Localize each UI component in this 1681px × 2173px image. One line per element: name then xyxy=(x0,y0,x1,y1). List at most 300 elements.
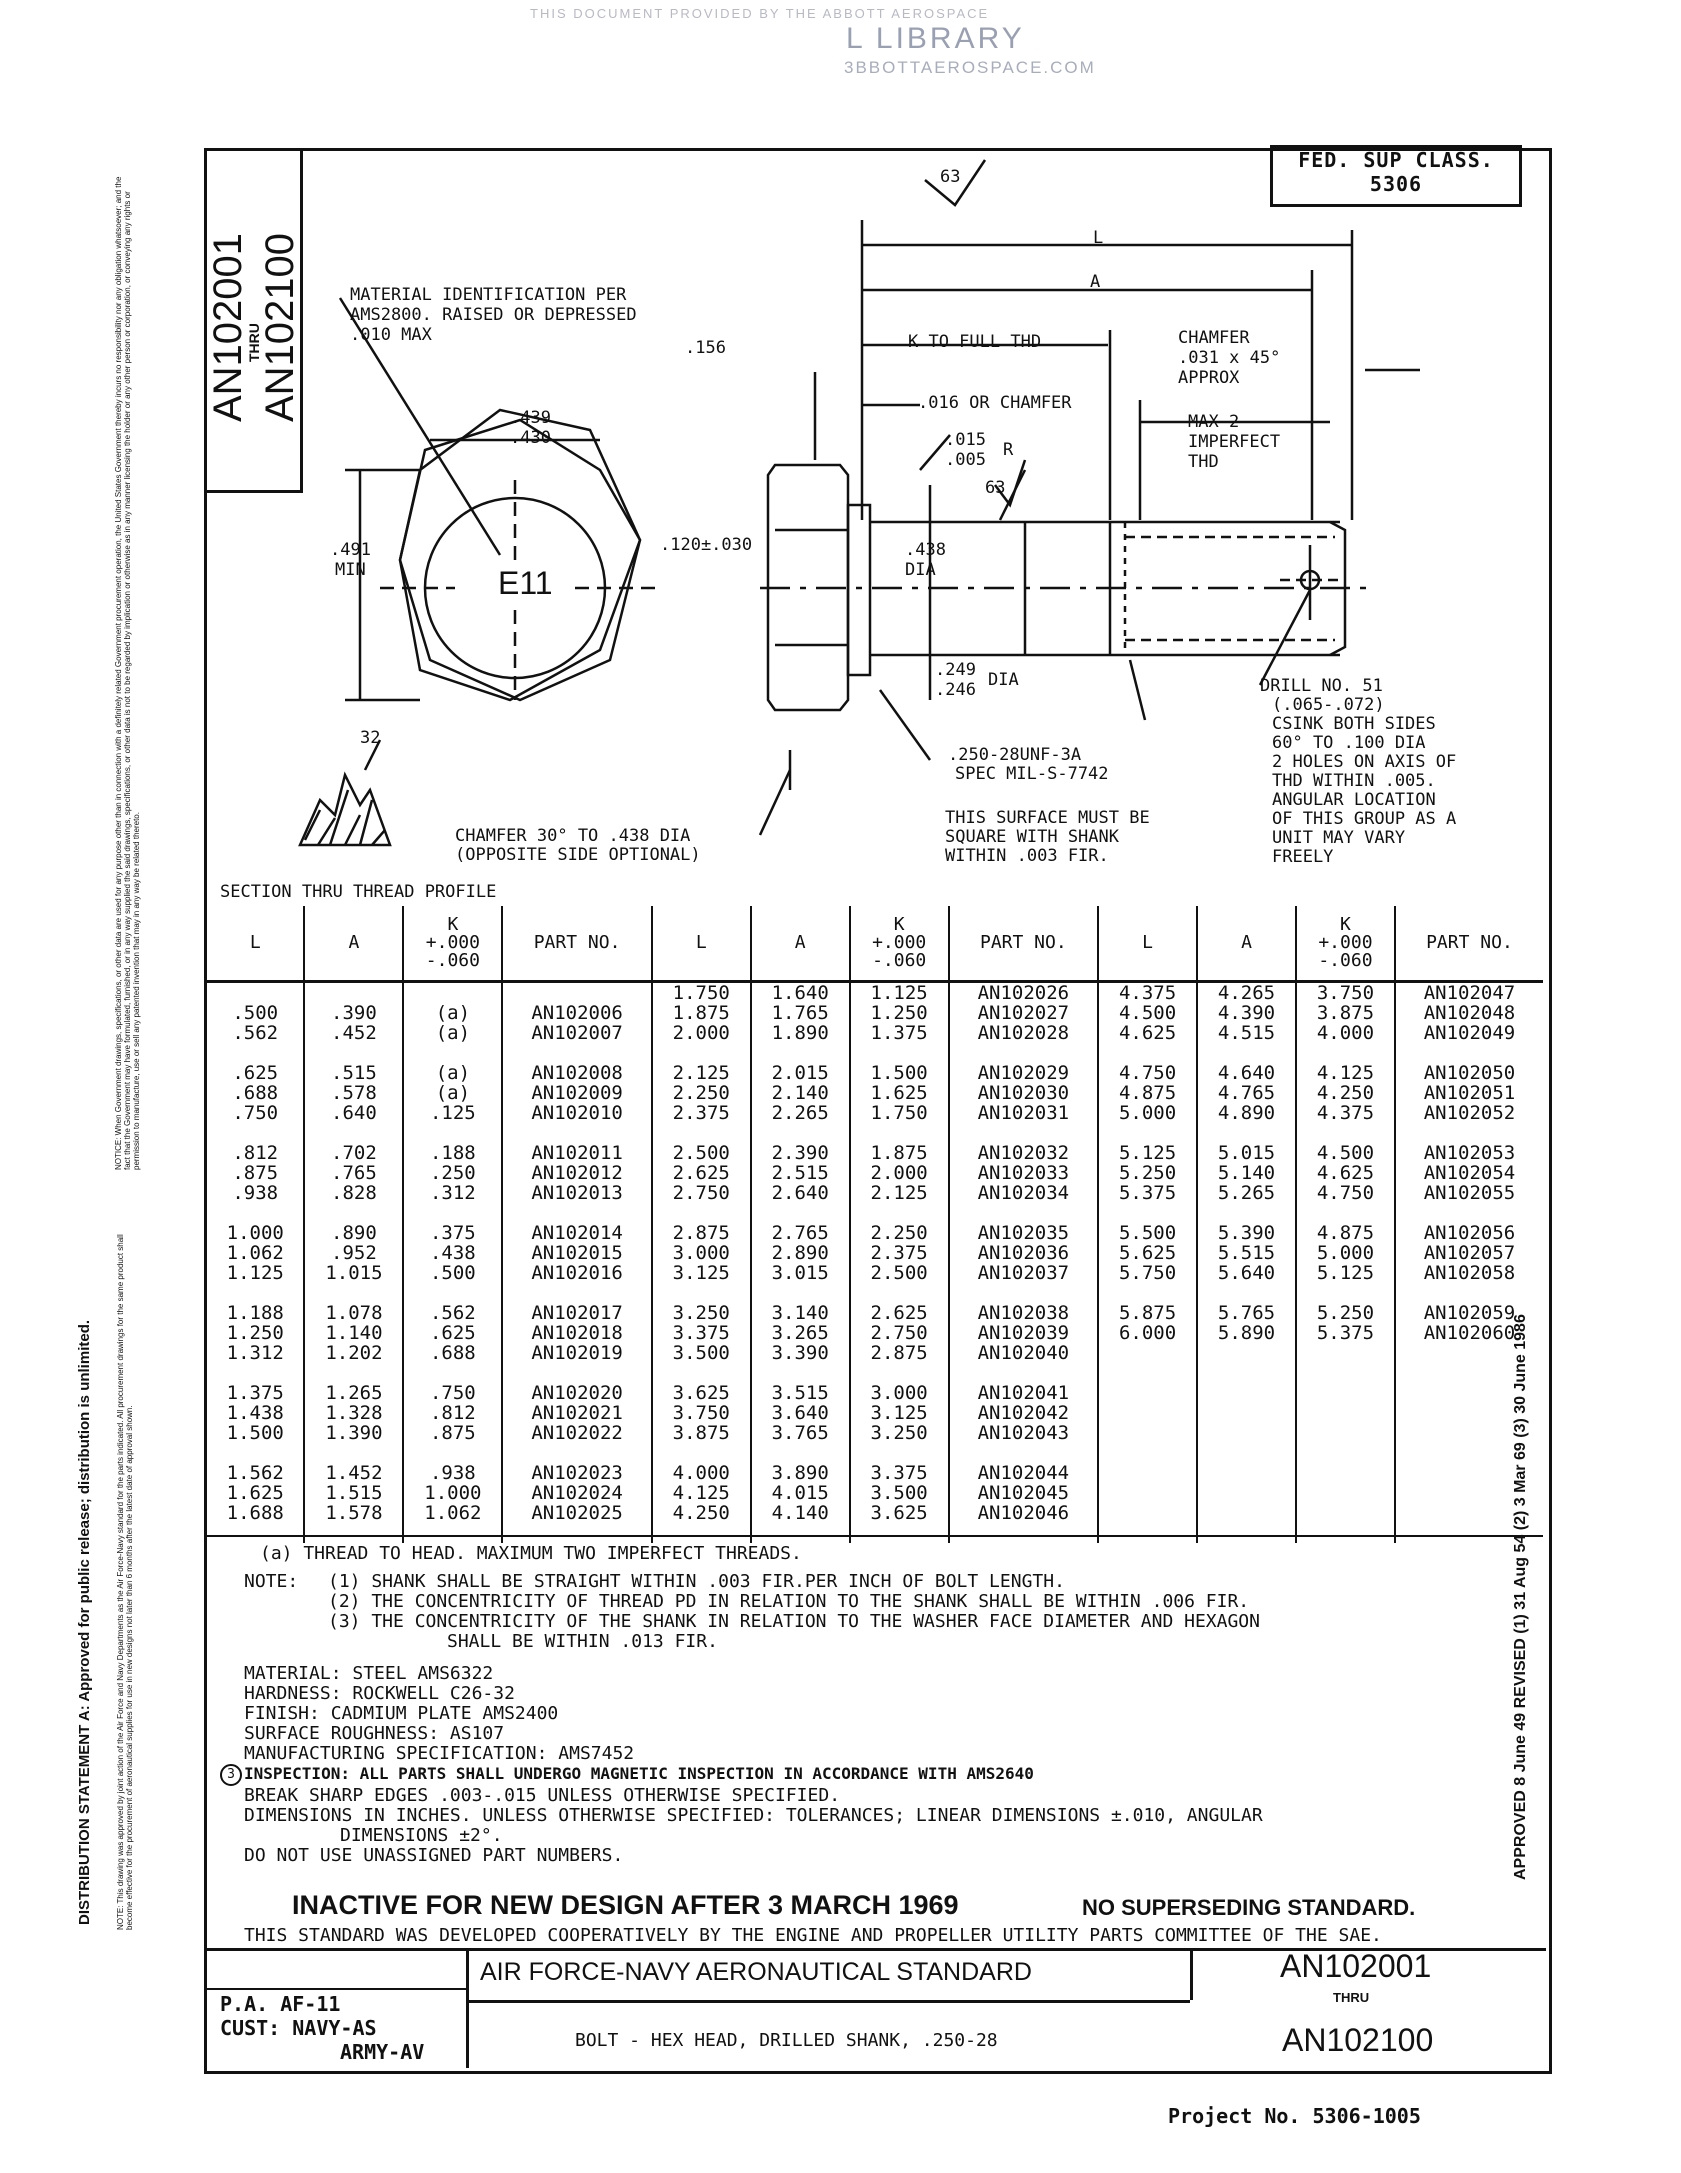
cell-value: AN102013 xyxy=(531,1182,623,1204)
table-cell xyxy=(1197,1143,1296,1223)
chamfer-note-3: APPROX xyxy=(1178,368,1240,388)
dim-249-dia: DIA xyxy=(988,670,1019,690)
cell-value xyxy=(1103,1463,1192,1483)
drill-note-9: UNIT MAY VARY xyxy=(1272,828,1406,848)
chamfer-30-note-2: (OPPOSITE SIDE OPTIONAL) xyxy=(455,845,701,865)
cell-value: 3.640 xyxy=(771,1402,829,1424)
table-cell xyxy=(1197,1303,1296,1383)
k-to-full-thread: K TO FULL THD xyxy=(908,332,1042,352)
cell-value xyxy=(507,983,646,1003)
finish-63-a: 63 xyxy=(940,167,961,187)
approval-note-text: NOTE: This drawing was approved by joint action of the Air Force and Navy Departments as the Air Force-Navy standard for the parts indicated. All procurement drawings for the same product shall become effective for the procurement of aeronautical supplies for use in new designs not later than 6 months after the latest date of approval shown. xyxy=(116,1234,134,1930)
cell-value: .938 xyxy=(232,1182,279,1204)
cell-value: 3.140 xyxy=(771,1302,829,1324)
cell-value: 1.202 xyxy=(325,1342,383,1364)
table-row xyxy=(207,1063,1543,1143)
cell-value: AN102011 xyxy=(531,1142,623,1164)
cell-value: 1.375 xyxy=(870,1022,928,1044)
cell-value: .765 xyxy=(331,1162,377,1184)
cell-value: .312 xyxy=(429,1182,476,1204)
cell-value: 1.500 xyxy=(226,1422,284,1444)
table-cell xyxy=(1098,1063,1197,1143)
cell-value: 4.140 xyxy=(771,1502,829,1524)
dimensions-note: DIMENSIONS IN INCHES. UNLESS OTHERWISE SPECIFIED: TOLERANCES; LINEAR DIMENSIONS ±.010, ANGULAR xyxy=(244,1805,1263,1826)
cell-value: 1.625 xyxy=(226,1482,284,1504)
table-cell xyxy=(403,982,502,1064)
material-id-label-3: .010 MAX xyxy=(350,325,432,345)
cell-value: .390 xyxy=(331,1002,377,1024)
cell-value: (a) xyxy=(435,1022,471,1044)
table-header-cell: K +.000 -.060 xyxy=(1296,906,1395,982)
cell-value: 3.125 xyxy=(870,1402,928,1424)
table-cell xyxy=(949,1463,1098,1543)
cell-value: AN102040 xyxy=(977,1342,1070,1364)
section-label: SECTION THRU THREAD PROFILE xyxy=(220,882,497,902)
table-cell xyxy=(1197,982,1296,1064)
cell-value: 4.015 xyxy=(771,1482,829,1504)
table-cell xyxy=(1197,1063,1296,1143)
cell-value: 5.765 xyxy=(1217,1302,1276,1324)
cell-value: AN102053 xyxy=(1423,1142,1516,1164)
title-block-divider-1 xyxy=(466,1948,469,2068)
chamfer-30-note: CHAMFER 30° TO .438 DIA xyxy=(455,826,691,846)
roughness-spec: SURFACE ROUGHNESS: AS107 xyxy=(244,1723,505,1744)
cell-value: 2.500 xyxy=(870,1262,928,1284)
cell-value: 5.125 xyxy=(1316,1262,1375,1284)
cell-value xyxy=(1103,1383,1192,1403)
cell-value: 4.765 xyxy=(1217,1082,1276,1104)
table-cell xyxy=(207,982,304,1064)
table-cell xyxy=(403,1063,502,1143)
cell-value xyxy=(1202,1463,1291,1483)
table-cell xyxy=(304,1303,403,1383)
provider-line: THIS DOCUMENT PROVIDED BY THE ABBOTT AEROSPACE xyxy=(530,6,990,21)
table-cell xyxy=(1197,1463,1296,1543)
cell-value: 5.875 xyxy=(1118,1302,1177,1324)
cell-value: AN102033 xyxy=(977,1162,1070,1184)
dim-439: .439 xyxy=(510,408,551,428)
cell-value: 2.375 xyxy=(870,1242,928,1264)
cell-value: AN102021 xyxy=(531,1402,623,1424)
cell-value: AN102022 xyxy=(531,1422,623,1444)
cell-value: 2.125 xyxy=(870,1182,928,1204)
cell-value: .438 xyxy=(429,1242,476,1264)
table-cell xyxy=(850,1463,949,1543)
note-label: NOTE: xyxy=(244,1571,299,1592)
cell-value: 1.625 xyxy=(870,1082,928,1104)
table-cell xyxy=(850,1303,949,1383)
surface-note-1: THIS SURFACE MUST BE xyxy=(945,808,1150,828)
cell-value: 4.265 xyxy=(1217,982,1276,1004)
cell-value: AN102037 xyxy=(977,1262,1070,1284)
drill-note-8: OF THIS GROUP AS A xyxy=(1272,809,1457,829)
table-cell xyxy=(502,1063,651,1143)
cell-value: 2.750 xyxy=(870,1322,928,1344)
cell-value: 5.750 xyxy=(1118,1262,1177,1284)
cell-value: 4.875 xyxy=(1316,1222,1375,1244)
cell-value: .625 xyxy=(232,1062,279,1084)
cell-value: .125 xyxy=(429,1102,476,1124)
cell-value xyxy=(1301,1423,1390,1443)
title-block-divider-2 xyxy=(1190,1948,1193,2000)
standard-number-top: AN102001 xyxy=(1280,1948,1432,1984)
cell-value: 4.515 xyxy=(1217,1022,1276,1044)
drill-note-10: FREELY xyxy=(1272,847,1334,867)
cell-value: 2.500 xyxy=(672,1142,730,1164)
dim-491: .491 xyxy=(330,540,371,560)
cell-value: 3.500 xyxy=(672,1342,730,1364)
cell-value: 2.250 xyxy=(672,1082,730,1104)
side-title-thru: THRU xyxy=(246,323,262,362)
thread-spec-1: .250-28UNF-3A xyxy=(948,745,1082,765)
break-edges-note: BREAK SHARP EDGES .003-.015 UNLESS OTHERWISE SPECIFIED. xyxy=(244,1785,841,1806)
table-cell xyxy=(1296,1143,1395,1223)
cell-value: 2.875 xyxy=(672,1222,730,1244)
note-3-cont: SHALL BE WITHIN .013 FIR. xyxy=(447,1631,718,1652)
cell-value: AN102018 xyxy=(531,1322,623,1344)
material-spec: MATERIAL: STEEL AMS6322 xyxy=(244,1663,494,1684)
table-cell xyxy=(850,1063,949,1143)
table-cell xyxy=(1098,982,1197,1064)
table-cell xyxy=(1296,1223,1395,1303)
table-cell xyxy=(207,1223,304,1303)
cell-value: 4.390 xyxy=(1217,1002,1276,1024)
cell-value: 1.188 xyxy=(226,1302,284,1324)
cell-value: 5.625 xyxy=(1118,1242,1177,1264)
title-block-divider-3 xyxy=(466,2000,1190,2003)
table-cell xyxy=(652,1463,751,1543)
cell-value: 4.750 xyxy=(1316,1182,1375,1204)
cell-value: AN102051 xyxy=(1423,1082,1516,1104)
drill-note-3: CSINK BOTH SIDES xyxy=(1272,714,1436,734)
cell-value: AN102008 xyxy=(531,1062,623,1084)
cell-value: 1.562 xyxy=(226,1462,284,1484)
cell-value: 3.000 xyxy=(672,1242,730,1264)
developed-note: THIS STANDARD WAS DEVELOPED COOPERATIVELY BY THE ENGINE AND PROPELLER UTILITY PARTS COMMITTEE OF THE SAE. xyxy=(244,1925,1382,1946)
cell-value xyxy=(1301,1463,1390,1483)
cell-value xyxy=(1301,1483,1390,1503)
table-header-cell: K +.000 -.060 xyxy=(403,906,502,982)
cell-value: AN102029 xyxy=(977,1062,1070,1084)
cell-value: 5.375 xyxy=(1316,1322,1375,1344)
cell-value: AN102026 xyxy=(977,982,1070,1004)
cell-value: .500 xyxy=(429,1262,476,1284)
table-bottom-rule xyxy=(207,1535,1543,1537)
imperfect-thread-3: THD xyxy=(1188,452,1219,472)
cell-value: 4.875 xyxy=(1118,1082,1177,1104)
drill-note-6: THD WITHIN .005. xyxy=(1272,771,1436,791)
cell-value: 5.515 xyxy=(1217,1242,1276,1264)
note-2: (2) THE CONCENTRICITY OF THREAD PD IN RELATION TO THE SHANK SHALL BE WITHIN .006 FIR. xyxy=(328,1591,1250,1612)
side-title-top: AN102001 xyxy=(206,232,250,422)
table-cell xyxy=(304,1383,403,1463)
table-cell xyxy=(304,1463,403,1543)
library-title: L LIBRARY xyxy=(846,22,1025,55)
cell-value: 1.375 xyxy=(226,1382,284,1404)
cell-value: 5.000 xyxy=(1118,1102,1177,1124)
preparing-activity: P.A. AF-11 xyxy=(220,1992,341,2016)
cell-value: 1.062 xyxy=(424,1502,482,1524)
cell-value: AN102015 xyxy=(531,1242,623,1264)
dim-438-dia: DIA xyxy=(905,560,936,580)
thread-spec-2: SPEC MIL-S-7742 xyxy=(955,764,1109,784)
cell-value: AN102060 xyxy=(1423,1322,1516,1344)
cell-value: 4.125 xyxy=(1316,1062,1375,1084)
cell-value: 2.125 xyxy=(672,1062,730,1084)
cell-value: AN102016 xyxy=(531,1262,623,1284)
material-id-label: MATERIAL IDENTIFICATION PER xyxy=(350,285,627,305)
cell-value: 3.375 xyxy=(870,1462,928,1484)
fed-sup-class-label: FED. SUP CLASS. xyxy=(1298,148,1494,172)
project-number: Project No. 5306-1005 xyxy=(1168,2104,1421,2128)
cell-value: AN102039 xyxy=(977,1322,1070,1344)
inactive-notice: INACTIVE FOR NEW DESIGN AFTER 3 MARCH 1969 xyxy=(292,1890,959,1920)
table-header-cell: PART NO. xyxy=(502,906,651,982)
cell-value: AN102024 xyxy=(531,1482,623,1504)
site-url: 3BBOTTAEROSPACE.COM xyxy=(844,58,1096,77)
cell-value: 2.750 xyxy=(672,1182,730,1204)
cell-value: 2.250 xyxy=(870,1222,928,1244)
no-superseding-notice: NO SUPERSEDING STANDARD. xyxy=(1082,1895,1416,1920)
table-header-cell: A xyxy=(304,906,403,982)
cell-value: 1.000 xyxy=(424,1482,482,1504)
cell-value: 2.390 xyxy=(771,1142,829,1164)
cell-value: 3.250 xyxy=(870,1422,928,1444)
table-cell xyxy=(207,1143,304,1223)
cell-value: 5.375 xyxy=(1118,1182,1177,1204)
cell-value: AN102050 xyxy=(1423,1062,1516,1084)
table-cell xyxy=(403,1303,502,1383)
cell-value: 4.375 xyxy=(1118,982,1177,1004)
table-cell xyxy=(1296,982,1395,1064)
chamfer-note-2: .031 x 45° xyxy=(1178,348,1281,368)
cell-value: AN102009 xyxy=(531,1082,623,1104)
dim-156: .156 xyxy=(685,338,726,358)
cell-value: 3.625 xyxy=(870,1502,928,1524)
surface-note-3: WITHIN .003 FIR. xyxy=(945,846,1109,866)
cell-value: 4.250 xyxy=(1316,1082,1375,1104)
note-1: (1) SHANK SHALL BE STRAIGHT WITHIN .003 FIR.PER INCH OF BOLT LENGTH. xyxy=(328,1571,1065,1592)
approval-history: APPROVED 8 June 49 REVISED (1) 31 Aug 54 (2) 3 Mar 69 (3) 30 June 1986 xyxy=(1512,1314,1529,1880)
inspection-note: INSPECTION: ALL PARTS SHALL UNDERGO MAGNETIC INSPECTION IN ACCORDANCE WITH AMS2640 xyxy=(244,1764,1034,1783)
unassigned-note: DO NOT USE UNASSIGNED PART NUMBERS. xyxy=(244,1845,624,1866)
cell-value: 3.000 xyxy=(870,1382,928,1404)
cell-value xyxy=(1202,1503,1291,1523)
cell-value xyxy=(1103,1483,1192,1503)
cell-value: AN102052 xyxy=(1423,1102,1516,1124)
cell-value xyxy=(1202,1403,1291,1423)
cell-value: 3.250 xyxy=(672,1302,730,1324)
hardness-spec: HARDNESS: ROCKWELL C26-32 xyxy=(244,1683,515,1704)
cell-value: 1.078 xyxy=(325,1302,383,1324)
table-cell xyxy=(502,1223,651,1303)
cell-value: .688 xyxy=(232,1082,279,1104)
cell-value: AN102035 xyxy=(977,1222,1070,1244)
table-cell xyxy=(1296,1303,1395,1383)
table-cell xyxy=(652,1063,751,1143)
cell-value: 1.062 xyxy=(226,1242,284,1264)
cell-value: .812 xyxy=(232,1142,279,1164)
cell-value xyxy=(1301,1503,1390,1523)
cell-value: 4.375 xyxy=(1316,1102,1375,1124)
table-cell xyxy=(1395,982,1543,1064)
cell-value: AN102047 xyxy=(1423,982,1516,1004)
radius-r: R xyxy=(1003,440,1014,460)
finish-32: 32 xyxy=(360,728,381,748)
cell-value: 5.015 xyxy=(1217,1142,1276,1164)
table-cell xyxy=(751,1303,850,1383)
cell-value xyxy=(1202,1383,1291,1403)
cell-value: 4.625 xyxy=(1316,1162,1375,1184)
table-cell xyxy=(207,1463,304,1543)
dim-a-top: A xyxy=(1090,272,1101,292)
table-cell xyxy=(304,1143,403,1223)
cell-value: 1.640 xyxy=(771,982,829,1004)
cell-value xyxy=(1301,1383,1390,1403)
table-row xyxy=(207,1383,1543,1463)
cell-value: .640 xyxy=(331,1102,377,1124)
dim-438: .438 xyxy=(905,540,946,560)
cell-value xyxy=(408,983,497,1003)
table-cell xyxy=(1395,1063,1543,1143)
cell-value: 1.875 xyxy=(672,1002,730,1024)
cell-value: 2.375 xyxy=(672,1102,730,1124)
cell-value: 1.500 xyxy=(870,1062,928,1084)
cell-value: .875 xyxy=(232,1162,279,1184)
cell-value: 1.515 xyxy=(325,1482,383,1504)
cell-value: AN102043 xyxy=(977,1422,1070,1444)
cell-value: 2.625 xyxy=(870,1302,928,1324)
cell-value: 1.875 xyxy=(870,1142,928,1164)
table-cell xyxy=(1098,1303,1197,1383)
cell-value: 1.250 xyxy=(226,1322,284,1344)
head-marking: E11 xyxy=(498,565,553,601)
table-cell xyxy=(207,1383,304,1463)
side-title-bottom: AN102100 xyxy=(258,232,302,422)
table-cell xyxy=(652,1223,751,1303)
cell-value: 1.578 xyxy=(325,1502,383,1524)
table-header-cell: A xyxy=(751,906,850,982)
table-cell xyxy=(304,1063,403,1143)
cell-value: 1.140 xyxy=(325,1322,383,1344)
table-cell xyxy=(1395,1223,1543,1303)
cell-value: 5.250 xyxy=(1118,1162,1177,1184)
cell-value: 3.390 xyxy=(771,1342,829,1364)
cell-value: 2.140 xyxy=(771,1082,829,1104)
parts-table xyxy=(207,906,1543,1543)
cell-value: AN102057 xyxy=(1423,1242,1516,1264)
table-header-row xyxy=(207,906,1543,982)
cell-value: AN102028 xyxy=(977,1022,1070,1044)
note-a: (a) THREAD TO HEAD. MAXIMUM TWO IMPERFECT THREADS. xyxy=(260,1543,802,1564)
distribution-statement: DISTRIBUTION STATEMENT A: Approved for public release; distribution is unlimited. xyxy=(76,1319,93,1925)
cell-value: .952 xyxy=(331,1242,377,1264)
cell-value: 2.000 xyxy=(870,1162,928,1184)
table-cell xyxy=(751,982,850,1064)
cell-value: AN102036 xyxy=(977,1242,1070,1264)
cell-value: AN102031 xyxy=(977,1102,1070,1124)
cell-value: 3.890 xyxy=(771,1462,829,1484)
table-cell xyxy=(652,1143,751,1223)
table-cell xyxy=(1296,1463,1395,1543)
table-header-cell: L xyxy=(207,906,304,982)
cell-value xyxy=(1301,1343,1390,1363)
cell-value: 3.875 xyxy=(672,1422,730,1444)
cell-value: .188 xyxy=(429,1142,476,1164)
cell-value: 3.750 xyxy=(672,1402,730,1424)
cell-value xyxy=(1202,1423,1291,1443)
cell-value: AN102007 xyxy=(531,1022,623,1044)
cell-value: 3.765 xyxy=(771,1422,829,1444)
table-header-cell: PART NO. xyxy=(949,906,1098,982)
cell-value xyxy=(1301,1403,1390,1423)
finish-spec: FINISH: CADMIUM PLATE AMS2400 xyxy=(244,1703,559,1724)
surface-note-2: SQUARE WITH SHANK xyxy=(945,827,1119,847)
table-cell xyxy=(850,1143,949,1223)
table-cell xyxy=(304,982,403,1064)
table-cell xyxy=(949,1063,1098,1143)
table-header-cell: K +.000 -.060 xyxy=(850,906,949,982)
cell-value: 1.015 xyxy=(325,1262,383,1284)
table-cell xyxy=(502,982,651,1064)
cell-value: .702 xyxy=(331,1142,377,1164)
table-cell xyxy=(403,1143,502,1223)
cell-value: .938 xyxy=(429,1462,476,1484)
cell-value: AN102038 xyxy=(977,1302,1070,1324)
cell-value: AN102058 xyxy=(1423,1262,1516,1284)
cell-value: .500 xyxy=(232,1002,279,1024)
cell-value: AN102046 xyxy=(977,1502,1070,1524)
fed-sup-class-value: 5306 xyxy=(1369,172,1423,196)
note-3: (3) THE CONCENTRICITY OF THE SHANK IN RELATION TO THE WASHER FACE DIAMETER AND HEXAGON xyxy=(328,1611,1260,1632)
cell-value: 2.000 xyxy=(672,1022,730,1044)
table-cell xyxy=(502,1383,651,1463)
table-cell xyxy=(304,1223,403,1303)
cell-value: .375 xyxy=(429,1222,476,1244)
material-id-label-2: AMS2800. RAISED OR DEPRESSED xyxy=(350,305,637,325)
cell-value: 1.390 xyxy=(325,1422,383,1444)
cell-value: 4.640 xyxy=(1217,1062,1276,1084)
drill-note-1: DRILL NO. 51 xyxy=(1260,676,1383,696)
cell-value: AN102054 xyxy=(1423,1162,1516,1184)
table-cell xyxy=(1197,1383,1296,1463)
table-cell xyxy=(403,1383,502,1463)
cell-value: .750 xyxy=(232,1102,279,1124)
drill-note-2: (.065-.072) xyxy=(1272,695,1385,715)
cell-value: .515 xyxy=(331,1062,377,1084)
table-cell xyxy=(949,1303,1098,1383)
table-cell xyxy=(1296,1063,1395,1143)
cell-value: 2.515 xyxy=(771,1162,829,1184)
cell-value: 4.750 xyxy=(1118,1062,1177,1084)
dim-005: .005 xyxy=(945,450,986,470)
cell-value: .750 xyxy=(429,1382,476,1404)
cell-value: 1.452 xyxy=(325,1462,383,1484)
table-row xyxy=(207,1463,1543,1543)
cell-value: AN102006 xyxy=(531,1002,623,1024)
cell-value: AN102014 xyxy=(531,1222,623,1244)
cell-value: 1.750 xyxy=(870,1102,928,1124)
cell-value: AN102059 xyxy=(1423,1302,1516,1324)
table-cell xyxy=(949,982,1098,1064)
custodian: CUST: NAVY-AS xyxy=(220,2016,377,2040)
cell-value: AN102020 xyxy=(531,1382,623,1404)
cell-value: 2.875 xyxy=(870,1342,928,1364)
cell-value: AN102023 xyxy=(531,1462,623,1484)
cell-value: 2.265 xyxy=(771,1102,829,1124)
dim-120: .120±.030 xyxy=(660,535,753,555)
cell-value: 1.265 xyxy=(325,1382,383,1404)
